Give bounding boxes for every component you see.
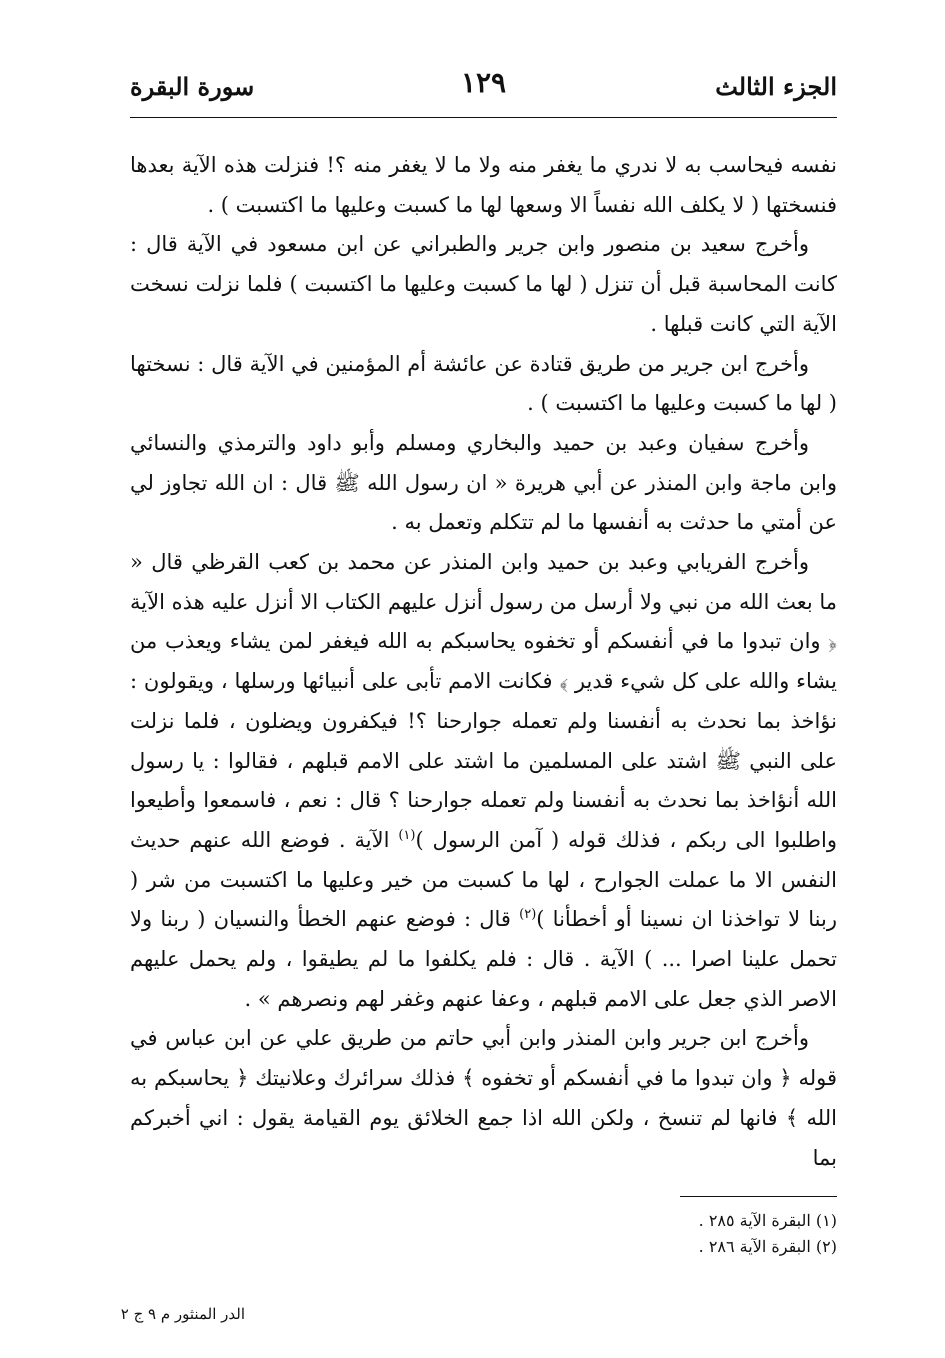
paragraph-5-part-c: قال : فوضع عنهم الخطأ والنسيان ( ربنا ولا تحمل علينا اصرا ... ) الآية . قال : فلم يكلفوا ما لم يطيقوا ، ولم يحمل عليهم الاصر الذي جعل على الامم قبلهم ، وعفا عنهم وغفر لهم ونصرهم » . (130, 907, 837, 1011)
footnote-ref-1[interactable]: (١) (398, 827, 416, 843)
surah-title: سورة البقرة (130, 72, 255, 101)
paragraph-1: نفسه فيحاسب به لا ندري ما يغفر منه ولا ما لا يغفر منه ؟! فنزلت هذه الآية بعدها فنسختها ( لا يكلف الله نفساً الا وسعها لها ما كسبت وعليها ما اكتسبت ) . (130, 153, 837, 217)
part-title: الجزء الثالث (715, 72, 837, 101)
paragraph-2: وأخرج سعيد بن منصور وابن جرير والطبراني عن ابن مسعود في الآية قال : كانت المحاسبة قبل أن تنزل ( لها ما كسبت وعليها ما اكتسبت ) فلما نزلت نسخت الآية التي كانت قبلها . (130, 232, 837, 336)
paragraph-4: وأخرج سفيان وعبد بن حميد والبخاري ومسلم وأبو داود والترمذي والنسائي وابن ماجة وابن المنذر عن أبي هريرة « ان رسول الله ﷺ قال : ان الله تجاوز لي عن أمتي ما حدثت به أنفسها ما لم تتكلم وتعمل به . (130, 430, 837, 535)
page-header (130, 64, 837, 110)
footnote-ref-2[interactable]: (٢) (519, 907, 537, 923)
paragraph-3: وأخرج ابن جرير من طريق قتادة عن عائشة أم المؤمنين في الآية قال : نسختها ( لها ما كسبت وعليها ما اكتسبت ) . (130, 351, 837, 416)
signature-mark: الدر المنثور م ٩ ج ٢ (120, 1305, 245, 1323)
footnote-1: (١) البقرة الآية ٢٨٥ . (698, 1211, 837, 1230)
header-divider (130, 117, 837, 118)
paragraph-5-part-b: الآية . فوضع الله عنهم حديث النفس الا ما عملت الجوارح ، لها ما كسبت من خير وعليها ما اكتسبت من شر ( ربنا لا تواخذنا ان نسينا أو أخطأنا ) (130, 827, 837, 932)
footnotes (600, 1208, 837, 1260)
footnote-2: (٢) البقرة الآية ٢٨٦ . (698, 1237, 837, 1256)
page-number: ١٢٩ (460, 66, 507, 99)
paragraph-6: وأخرج ابن جرير وابن المنذر وابن أبي حاتم من طريق علي عن ابن عباس في قوله ﴿ وان تبدوا ما في أنفسكم أو تخفوه ﴾ فذلك سرائرك وعلانيتك ﴿ يحاسبكم به الله ﴾ فانها لم تنسخ ، ولكن الله اذا جمع الخلائق يوم القيامة يقول : اني أخبركم بما (130, 1026, 837, 1170)
paragraph-5 (130, 543, 837, 1019)
main-text (130, 146, 837, 1178)
footnote-divider (680, 1196, 837, 1197)
paragraph-5-part-a: وأخرج الفريابي وعبد بن حميد وابن المنذر عن محمد بن كعب القرظي قال « ما بعث الله من نبي ولا أرسل من رسول أنزل عليهم الكتاب الا أنزل عليه هذه الآية ﴿ وان تبدوا ما في أنفسكم أو تخفوه يحاسبكم به الله فيغفر لمن يشاء ويعذب من يشاء والله على كل شيء قدير ﴾ فكانت الامم تأبى على أنبيائها ورسلها ، ويقولون : نؤاخذ بما نحدث به أنفسنا ولم تعمله جوارحنا ؟! فيكفرون ويضلون ، فلما نزلت على النبي ﷺ اشتد على المسلمين ما اشتد على الامم قبلهم ، فقالوا : يا رسول الله أنؤاخذ بما نحدث به أنفسنا ولم تعمله جوارحنا ؟ قال : نعم ، فاسمعوا وأطيعوا واطلبوا الى ربكم ، فذلك قوله ( آمن الرسول ) (130, 550, 837, 852)
